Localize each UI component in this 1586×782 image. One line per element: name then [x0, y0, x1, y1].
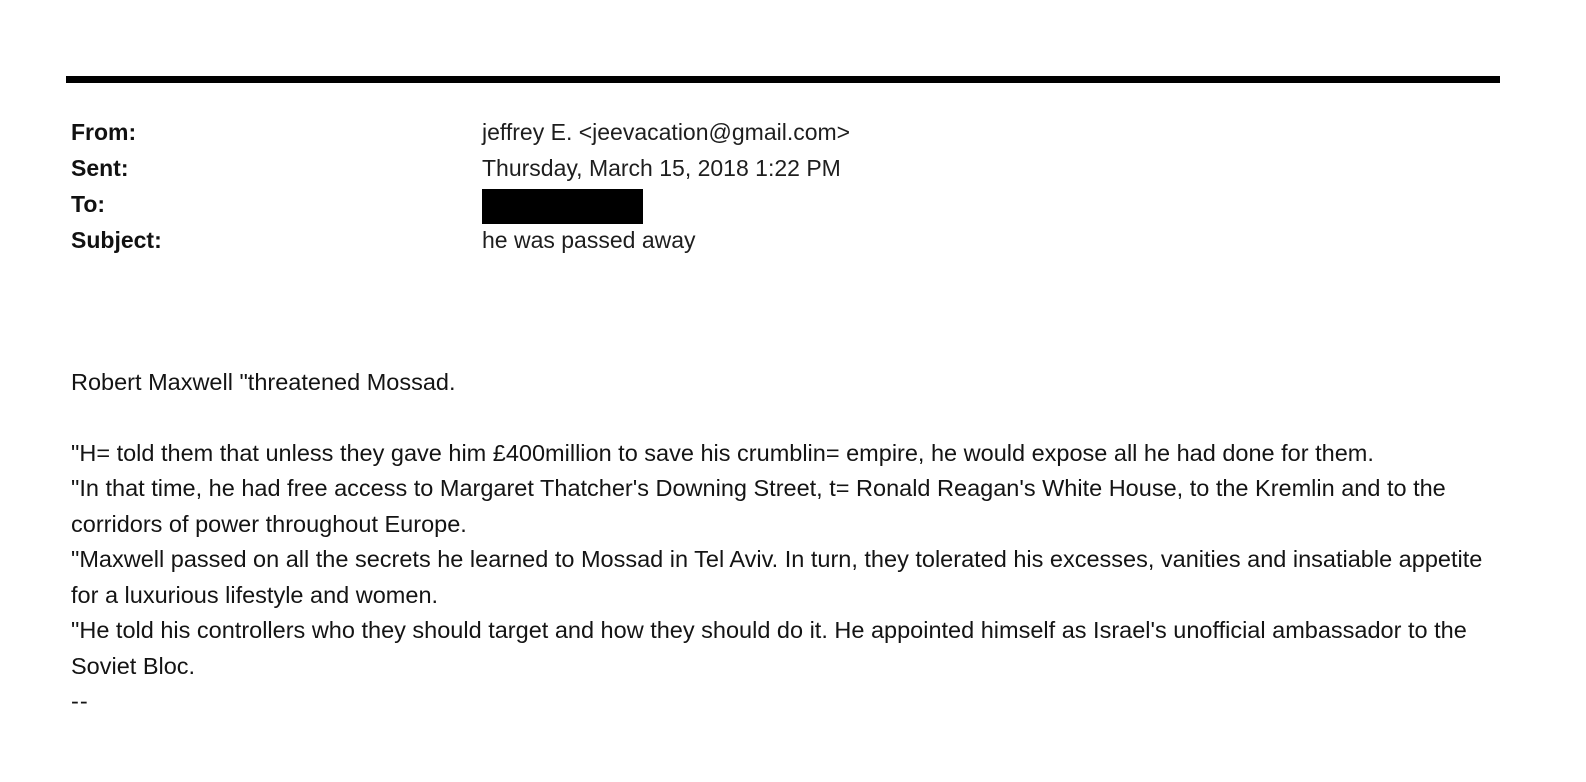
body-intro: Robert Maxwell "threatened Mossad. — [71, 369, 456, 395]
subject-label: Subject: — [71, 227, 162, 253]
header-divider — [66, 76, 1500, 83]
email-header — [71, 114, 1491, 258]
to-value — [482, 186, 643, 224]
from-value: jeffrey E. <jeevacation@gmail.com> — [482, 119, 851, 145]
sent-value: Thursday, March 15, 2018 1:22 PM — [482, 155, 841, 181]
to-label: To: — [71, 191, 106, 217]
body-paragraph: "H= told them that unless they gave him £400million to save his crumblin= empire, he would expose all he had done for them. — [71, 439, 1374, 466]
signature-separator: -- — [71, 688, 89, 714]
body-paragraph: "Maxwell passed on all the secrets he learned to Mossad in Tel Aviv. In turn, they tolerated his excesses, vanities and insatiable appetite for a luxurious lifestyle and women. — [71, 546, 1483, 608]
subject-value: he was passed away — [482, 227, 696, 253]
body-paragraph: "In that time, he had free access to Margaret Thatcher's Downing Street, t= Ronald Reagan's White House, to the Kremlin and to the corridors of power throughout Europe. — [71, 475, 1446, 537]
subject-row — [71, 222, 1491, 258]
to-row — [71, 186, 1491, 222]
sent-label: Sent: — [71, 155, 129, 181]
redaction-block — [482, 189, 643, 224]
from-row — [71, 114, 1491, 150]
sent-row — [71, 150, 1491, 186]
from-label: From: — [71, 119, 137, 145]
body-paragraph: "He told his controllers who they should target and how they should do it. He appointed himself as Israel's unofficial ambassador to the Soviet Bloc. — [71, 617, 1467, 679]
paragraph-gap — [71, 401, 1501, 436]
email-body — [71, 365, 1501, 720]
